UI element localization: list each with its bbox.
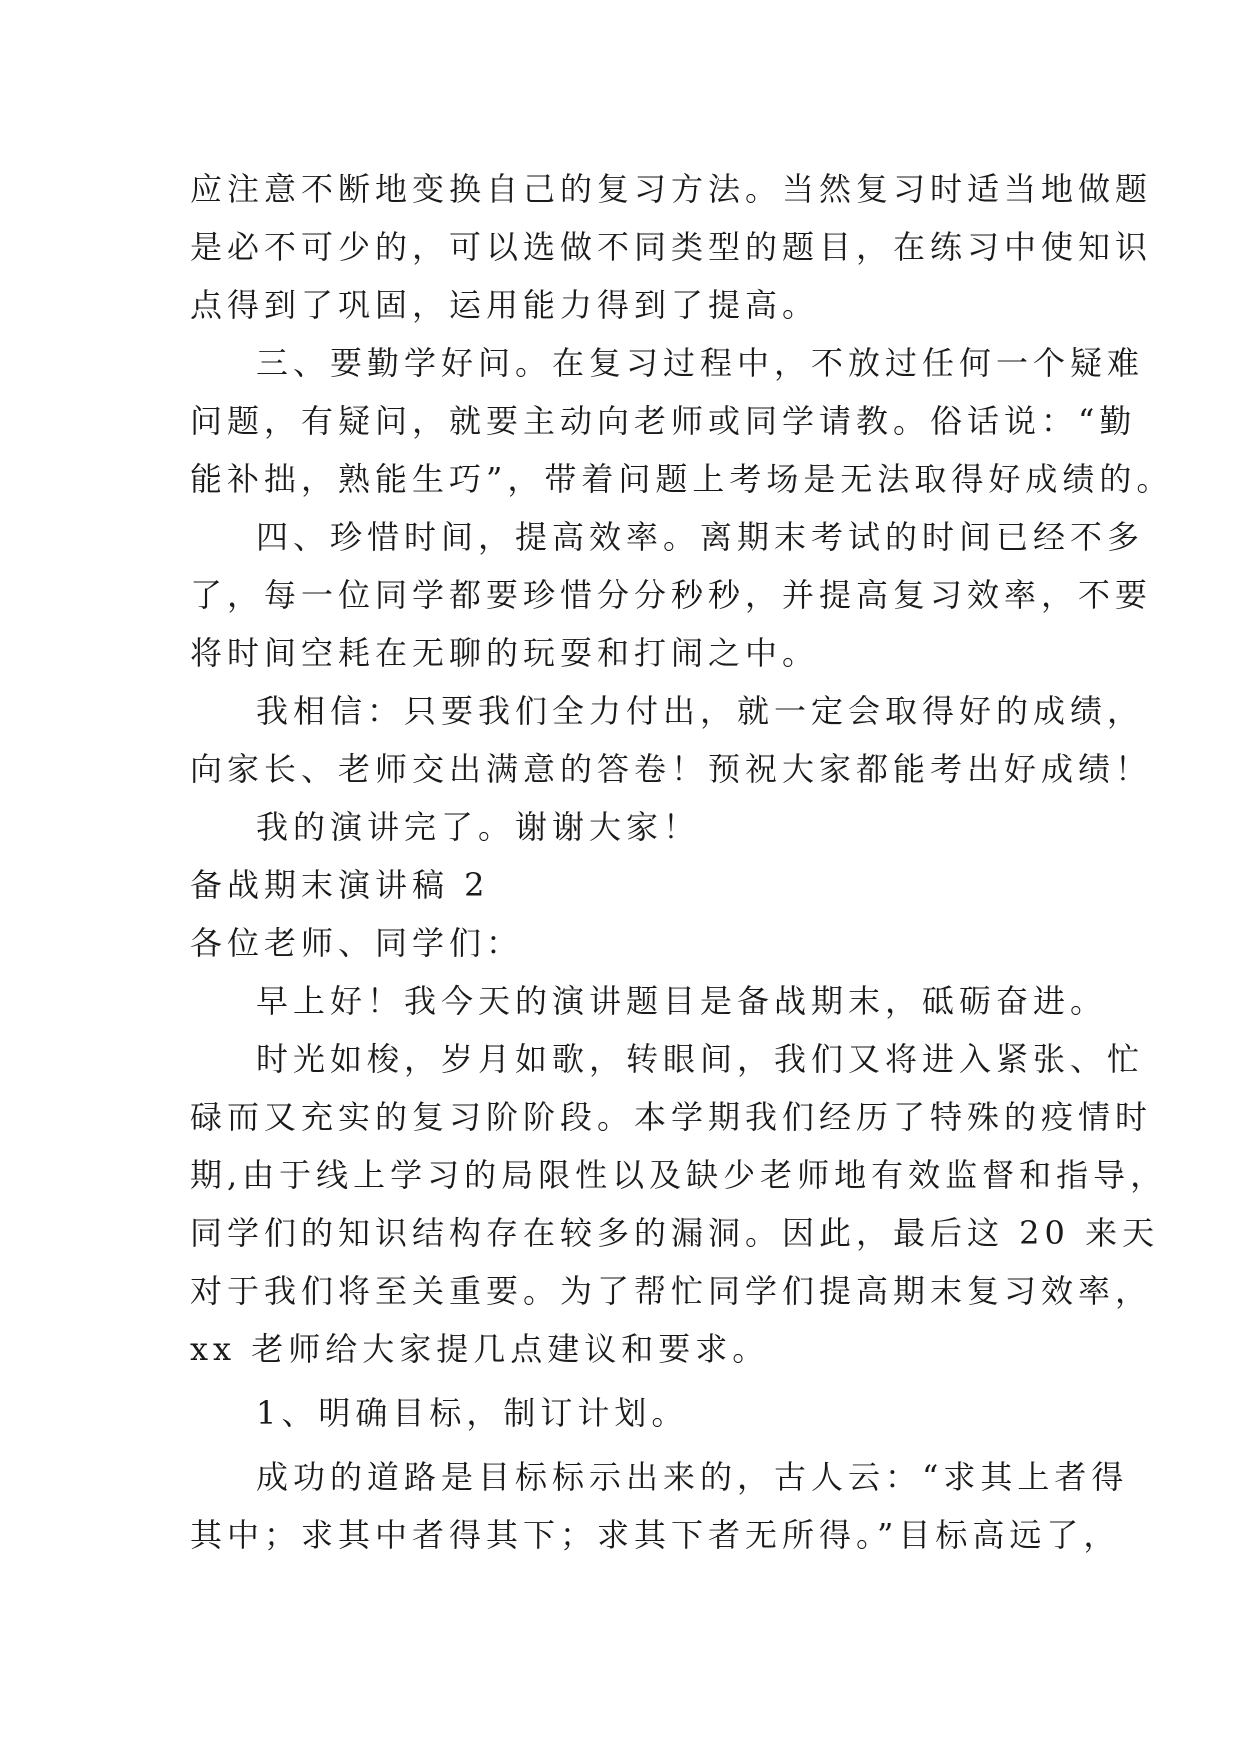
list-heading: 1、明确目标，制订计划。	[256, 1394, 689, 1432]
paragraph-start-line: 三、要勤学好问。在复习过程中，不放过任何一个疑难	[256, 344, 1145, 382]
paragraph-start-line: 四、珍惜时间，提高效率。离期末考试的时间已经不多	[256, 518, 1145, 556]
text-line: 是必不可少的，可以选做不同类型的题目，在练习中使知识	[190, 228, 1153, 266]
text-line: 向家长、老师交出满意的答卷！预祝大家都能考出好成绩！	[190, 750, 1153, 788]
text-line: 应注意不断地变换自己的复习方法。当然复习时适当地做题	[190, 170, 1153, 208]
text-line: 将时间空耗在无聊的玩耍和打闹之中。	[190, 634, 820, 672]
text-line: 碌而又充实的复习阶阶段。本学期我们经历了特殊的疫情时	[190, 1098, 1153, 1136]
text-line: 同学们的知识结构存在较多的漏洞。因此，最后这 20 来天	[190, 1214, 1160, 1252]
text-line: 期,由于线上学习的局限性以及缺少老师地有效监督和指导，	[190, 1156, 1168, 1194]
document-body	[190, 160, 1174, 1564]
paragraph-start-line: 时光如梭，岁月如歌，转眼间，我们又将进入紧张、忙	[256, 1040, 1145, 1078]
text-line: 问题，有疑问，就要主动向老师或同学请教。俗话说：“勤	[190, 402, 1137, 440]
salutation: 各位老师、同学们：	[190, 924, 524, 962]
text-line: 其中；求其中者得其下；求其下者无所得。”目标高远了，	[190, 1516, 1121, 1554]
paragraph-start-line: 成功的道路是目标标示出来的，古人云：“求其上者得	[256, 1458, 1129, 1496]
text-line: 点得到了巩固，运用能力得到了提高。	[190, 286, 820, 324]
paragraph-start-line: 我相信：只要我们全力付出，就一定会取得好的成绩，	[256, 692, 1145, 730]
section-title: 备战期末演讲稿 2	[190, 866, 490, 904]
paragraph-start-line: 早上好！我今天的演讲题目是备战期末，砥砺奋进。	[256, 982, 1108, 1020]
text-line: 对于我们将至关重要。为了帮忙同学们提高期末复习效率，	[190, 1272, 1153, 1310]
text-line: 能补拙，熟能生巧”，带着问题上考场是无法取得好成绩的。	[190, 460, 1174, 498]
text-line: 了，每一位同学都要珍惜分分秒秒，并提高复习效率，不要	[190, 576, 1153, 614]
text-line: xx 老师给大家提几点建议和要求。	[190, 1330, 770, 1368]
closing-line: 我的演讲完了。谢谢大家！	[256, 808, 701, 846]
